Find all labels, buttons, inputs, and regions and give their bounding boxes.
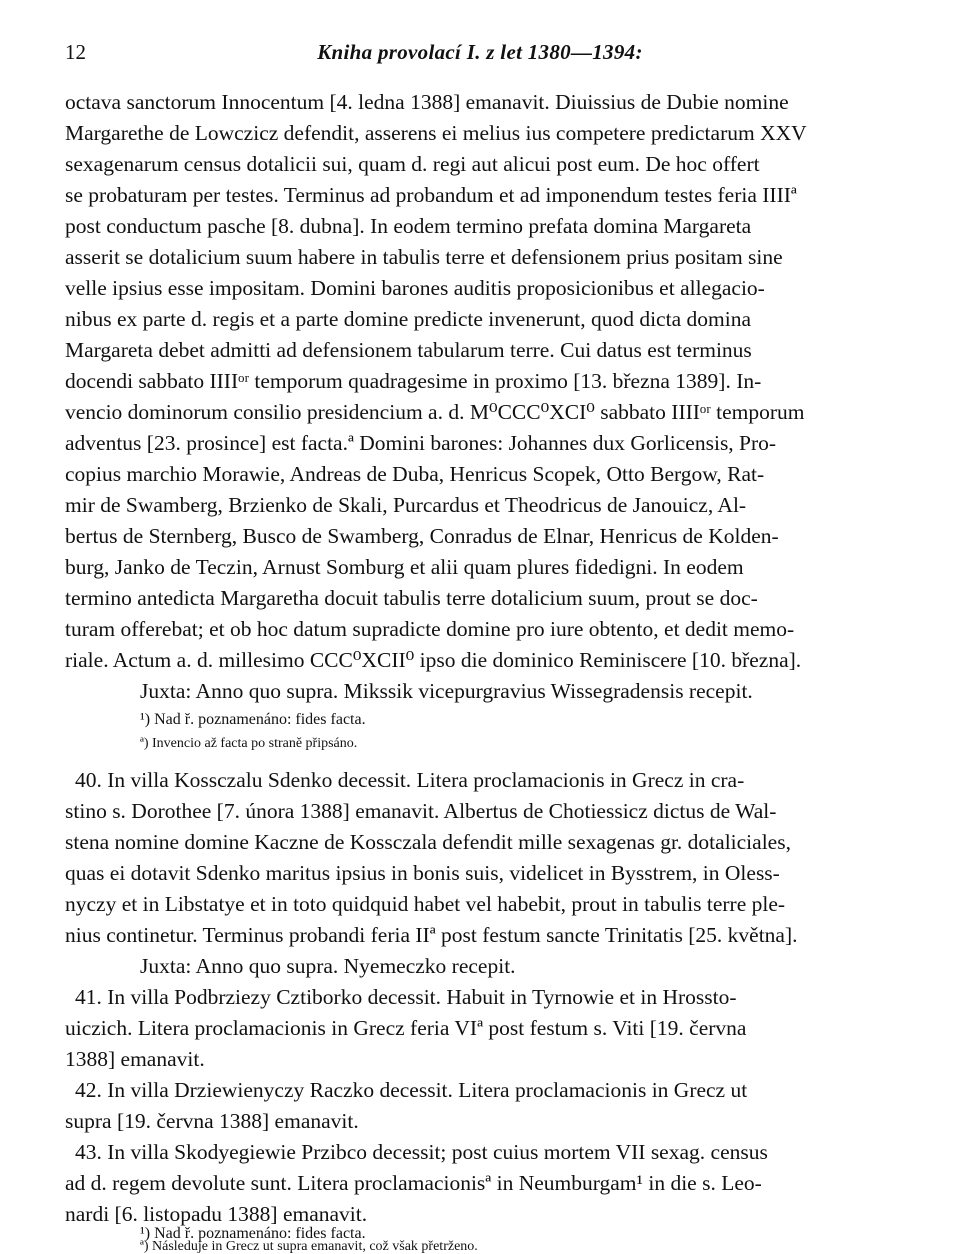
text-line: 1388] emanavit. bbox=[65, 1047, 205, 1071]
text-line: copius marchio Morawie, Andreas de Duba, Henricus Scopek, Otto Bergow, Rat- bbox=[65, 462, 765, 486]
text-line: 43. In villa Skodyegiewie Przibco decessit; post cuius mortem VII sexag. census bbox=[75, 1140, 768, 1164]
footnote-line: ¹) Nad ř. poznamenáno: fides facta. bbox=[140, 1225, 366, 1242]
text-line: stena nomine domine Kaczne de Kossczala defendit mille sexagenas gr. dotaliciales, bbox=[65, 830, 791, 854]
footnote-line: ª) Následuje in Grecz ut supra emanavit, což však přetrženo. bbox=[140, 1239, 478, 1254]
text-line: velle ipsius esse impositam. Domini barones auditis proposicionibus et allegacio- bbox=[65, 276, 765, 300]
text-line: nyczy et in Libstatye et in toto quidquid habet vel habebit, prout in tabulis terre ple- bbox=[65, 892, 786, 916]
text-line: ad d. regem devolute sunt. Litera proclamacionisª in Neumburgam¹ in die s. Leo- bbox=[65, 1171, 762, 1195]
running-title: Kniha provolací I. z let 1380—1394: bbox=[317, 40, 643, 64]
text-line: Margarethe de Lowczicz defendit, asserens ei melius ius competere predictarum XXV bbox=[65, 121, 807, 145]
text-line: asserit se dotalicium suum habere in tabulis terre et defensionem prius positam sine bbox=[65, 245, 783, 269]
text-line: adventus [23. prosince] est facta.ª Domini barones: Johannes dux Gorlicensis, Pro- bbox=[65, 431, 777, 455]
text-line: turam offerebat; et ob hoc datum supradicte domine pro iure obtento, et dedit memo- bbox=[65, 617, 795, 641]
text-line: Juxta: Anno quo supra. Mikssik vicepurgravius Wissegradensis recepit. bbox=[140, 679, 753, 703]
text-line: nardi [6. listopadu 1388] emanavit. bbox=[65, 1202, 368, 1226]
text-line: vencio dominorum consilio presidencium a. d. M⁰CCC⁰XCI⁰ sabbato IIIIᵒʳ temporum bbox=[65, 400, 805, 424]
text-line: burg, Janko de Teczin, Arnust Somburg et alii quam plures fidedigni. In eodem bbox=[65, 555, 744, 579]
text-line: quas ei dotavit Sdenko maritus ipsius in bonis suis, videlicet in Bysstrem, in Oless- bbox=[65, 861, 780, 885]
text-line: se probaturam per testes. Terminus ad probandum et ad imponendum testes feria IIIIª bbox=[65, 183, 797, 207]
page-number: 12 bbox=[65, 40, 86, 64]
footnote-line: ª) Invencio až facta po straně připsáno. bbox=[140, 736, 358, 751]
text-line: nibus ex parte d. regis et a parte domine predicte invenerunt, quod dicta domina bbox=[65, 307, 751, 331]
text-line: octava sanctorum Innocentum [4. ledna 1388] emanavit. Diuissius de Dubie nomine bbox=[65, 90, 789, 114]
text-line: mir de Swamberg, Brzienko de Skali, Purcardus et Theodricus de Janouicz, Al- bbox=[65, 493, 747, 517]
text-line: Margareta debet admitti ad defensionem tabularum terre. Cui datus est terminus bbox=[65, 338, 752, 362]
text-line: 42. In villa Drziewienyczy Raczko decessit. Litera proclamacionis in Grecz ut bbox=[75, 1078, 748, 1102]
text-line: uiczich. Litera proclamacionis in Grecz feria VIª post festum s. Viti [19. června bbox=[65, 1016, 747, 1040]
text-line: supra [19. června 1388] emanavit. bbox=[65, 1109, 359, 1133]
text-line: termino antedicta Margaretha docuit tabulis terre dotalicium suum, prout se doc- bbox=[65, 586, 758, 610]
text-line: sexagenarum census dotalicii sui, quam d. regi aut alicui post eum. De hoc offert bbox=[65, 152, 760, 176]
page-header bbox=[65, 40, 895, 70]
text-line: riale. Actum a. d. millesimo CCC⁰XCII⁰ ipso die dominico Reminiscere [10. března]. bbox=[65, 648, 802, 672]
text-line: stino s. Dorothee [7. února 1388] emanavit. Albertus de Chotiessicz dictus de Wal- bbox=[65, 799, 777, 823]
text-line: bertus de Sternberg, Busco de Swamberg, Conradus de Elnar, Henricus de Kolden- bbox=[65, 524, 779, 548]
text-line: 41. In villa Podbrziezy Cztiborko decessit. Habuit in Tyrnowie et in Hrossto- bbox=[75, 985, 737, 1009]
text-line: docendi sabbato IIIIᵒʳ temporum quadragesime in proximo [13. března 1389]. In- bbox=[65, 369, 762, 393]
text-line: post conductum pasche [8. dubna]. In eodem termino prefata domina Margareta bbox=[65, 214, 752, 238]
text-line: Juxta: Anno quo supra. Nyemeczko recepit. bbox=[140, 954, 516, 978]
text-line: nius continetur. Terminus probandi feria IIª post festum sancte Trinitatis [25. května]. bbox=[65, 923, 798, 947]
text-line: 40. In villa Kossczalu Sdenko decessit. Litera proclamacionis in Grecz in cra- bbox=[75, 768, 745, 792]
footnote-line: ¹) Nad ř. poznamenáno: fides facta. bbox=[140, 711, 366, 728]
